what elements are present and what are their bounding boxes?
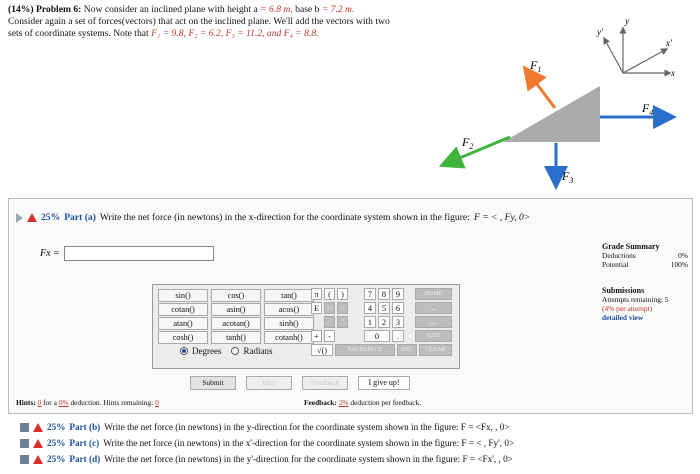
feedback-line bbox=[304, 398, 421, 407]
inclined-plane-figure bbox=[0, 0, 700, 200]
end-key[interactable]: END bbox=[415, 330, 452, 342]
dot-key[interactable]: . bbox=[392, 330, 404, 342]
key-5[interactable]: 5 bbox=[378, 302, 390, 314]
key-7[interactable]: 7 bbox=[364, 288, 376, 300]
give-up-button[interactable]: I give up! bbox=[358, 376, 410, 390]
atan-button[interactable]: atan() bbox=[158, 317, 208, 330]
function-keys bbox=[158, 289, 314, 344]
collapsed-icon bbox=[20, 439, 29, 448]
acotan-button[interactable]: acotan() bbox=[211, 317, 261, 330]
grade-summary bbox=[602, 242, 688, 269]
part-c-text: Write the net force (in newtons) in the x'-direction for the coordinate system shown in the figure: F = < , Fy', 0> bbox=[103, 438, 515, 448]
sqrt-key[interactable]: √() bbox=[311, 344, 333, 356]
key-3[interactable]: 3 bbox=[392, 316, 404, 328]
per-attempt: (4% per attempt) bbox=[602, 304, 653, 313]
slash-key[interactable]: / bbox=[324, 316, 335, 328]
answer-row bbox=[40, 246, 214, 261]
hints-label: Hints: bbox=[16, 398, 36, 407]
collapsed-icon bbox=[20, 455, 29, 464]
collapsed-icon bbox=[20, 423, 29, 432]
feedback-text: deduction per feedback. bbox=[350, 398, 422, 407]
hints-text: for a bbox=[43, 398, 57, 407]
part-a-label: Part (a) bbox=[64, 212, 96, 223]
hints-text: deduction. Hints remaining: bbox=[70, 398, 154, 407]
cotanh-button[interactable]: cotanh() bbox=[264, 331, 314, 344]
right-arrow-key[interactable]: → bbox=[415, 302, 452, 314]
pi-key[interactable]: π bbox=[311, 288, 322, 300]
part-c-percent: 25% bbox=[47, 438, 66, 448]
warning-icon bbox=[33, 439, 43, 448]
key-9[interactable]: 9 bbox=[392, 288, 404, 300]
part-b-row[interactable] bbox=[20, 422, 510, 432]
submissions-panel bbox=[602, 286, 688, 322]
hint-button[interactable]: Hint bbox=[246, 376, 292, 390]
expand-icon[interactable] bbox=[16, 213, 23, 223]
hints-line bbox=[16, 398, 159, 407]
plus-key[interactable]: + bbox=[311, 330, 322, 342]
force-f3-label: $F_3$ bbox=[562, 169, 574, 185]
key-6[interactable]: 6 bbox=[392, 302, 404, 314]
submissions-title: Submissions bbox=[602, 286, 645, 295]
radians-radio[interactable] bbox=[231, 347, 239, 355]
hints-remaining: 0 bbox=[155, 398, 159, 407]
feedback-button[interactable]: Feedback bbox=[302, 376, 348, 390]
cos-button[interactable]: cos() bbox=[211, 289, 261, 302]
x-prime-label: x' bbox=[666, 38, 672, 48]
answer-input[interactable] bbox=[64, 246, 214, 261]
dash-key[interactable]: — bbox=[415, 316, 452, 328]
x-prime-axis bbox=[623, 50, 665, 73]
force-f2-arrow bbox=[450, 137, 510, 162]
potential-label: Potential bbox=[602, 260, 629, 269]
detailed-view-link[interactable]: detailed view bbox=[602, 313, 644, 322]
cosh-button[interactable]: cosh() bbox=[158, 331, 208, 344]
base-value: = 7.2 m. bbox=[319, 4, 355, 15]
asin-button[interactable]: asin() bbox=[211, 303, 261, 316]
part-d-label: Part (d) bbox=[69, 454, 101, 464]
key-1[interactable]: 1 bbox=[364, 316, 376, 328]
degrees-label: Degrees bbox=[192, 346, 222, 356]
acos-button[interactable]: acos() bbox=[264, 303, 314, 316]
part-d-percent: 25% bbox=[47, 454, 66, 464]
clear-key[interactable]: CLEAR bbox=[419, 344, 452, 356]
cotan-button[interactable]: cotan() bbox=[158, 303, 208, 316]
force-f4-label: $F_4$ bbox=[642, 101, 654, 117]
radians-label: Radians bbox=[243, 346, 273, 356]
part-c-label: Part (c) bbox=[69, 438, 100, 448]
feedback-label: Feedback: bbox=[304, 398, 337, 407]
part-a-text: Write the net force (in newtons) in the x-direction for the coordinate system shown in the figure: bbox=[99, 212, 470, 223]
key-0[interactable]: 0 bbox=[364, 330, 390, 342]
home-key[interactable]: HOME bbox=[415, 288, 452, 300]
part-d-text: Write the net force (in newtons) in the y'-direction for the coordinate system shown in the figure: F = <Fx', , 0> bbox=[104, 454, 513, 464]
part-a-formula: F = < , Fy, 0> bbox=[473, 212, 531, 223]
submit-button[interactable]: Submit bbox=[190, 376, 236, 390]
deductions-label: Deductions bbox=[602, 251, 636, 260]
part-a-header[interactable] bbox=[16, 212, 530, 223]
part-d-row[interactable] bbox=[20, 454, 513, 464]
deductions-value: 0% bbox=[678, 251, 688, 260]
key-2[interactable]: 2 bbox=[378, 316, 390, 328]
y-prime-axis bbox=[605, 40, 623, 73]
part-b-label: Part (b) bbox=[69, 422, 101, 432]
backspace-key[interactable]: BACKSPACE bbox=[335, 344, 395, 356]
action-buttons bbox=[190, 376, 410, 390]
del-key[interactable]: DEL bbox=[397, 344, 417, 356]
up-key[interactable]: ↑↑ bbox=[324, 302, 335, 314]
problem-line-2: Consider again a set of forces(vectors) that act on the inclined plane. We'll add the vectors with two bbox=[8, 16, 390, 27]
key-4[interactable]: 4 bbox=[364, 302, 376, 314]
problem-text: sets of coordinate systems. Note that bbox=[8, 28, 152, 39]
problem-prefix: (14%) Problem 6: bbox=[8, 4, 82, 15]
tanh-button[interactable]: tanh() bbox=[211, 331, 261, 344]
hints-count: 0 bbox=[37, 398, 42, 407]
x-label: x bbox=[671, 68, 675, 78]
minus-key[interactable]: - bbox=[324, 330, 335, 342]
rparen-key[interactable]: ) bbox=[337, 288, 348, 300]
answer-label: Fx = bbox=[40, 248, 60, 259]
y-label: y bbox=[625, 16, 629, 26]
force-values: F₁ = 9.8, F₂ = 6.2, F₃ = 11.2, and F₄ = 8.8. bbox=[151, 28, 319, 39]
e-key[interactable]: E bbox=[311, 302, 322, 314]
lparen-key[interactable]: ( bbox=[324, 288, 335, 300]
y-prime-label: y' bbox=[597, 27, 603, 37]
attempts-remaining: Attempts remaining: 5 bbox=[602, 295, 669, 304]
angle-mode bbox=[180, 346, 272, 356]
force-f1-arrow bbox=[530, 75, 555, 108]
left-arrow-key[interactable]: ← bbox=[337, 302, 348, 314]
sin-button[interactable]: sin() bbox=[158, 289, 208, 302]
grade-summary-title: Grade Summary bbox=[602, 242, 660, 251]
warning-icon bbox=[27, 213, 37, 222]
degrees-radio[interactable] bbox=[180, 347, 188, 355]
potential-value: 100% bbox=[670, 260, 688, 269]
inclined-plane bbox=[503, 86, 600, 142]
tan-button[interactable]: tan() bbox=[264, 289, 314, 302]
warning-icon bbox=[33, 423, 43, 432]
key-8[interactable]: 8 bbox=[378, 288, 390, 300]
part-b-text: Write the net force (in newtons) in the y-direction for the coordinate system shown in the figure: F = <Fx, , 0> bbox=[104, 422, 510, 432]
warning-icon bbox=[33, 455, 43, 464]
height-value: = 6.8 m, bbox=[257, 4, 293, 15]
hints-percent: 0% bbox=[58, 398, 69, 407]
force-f2-label: $F_2$ bbox=[462, 135, 474, 151]
force-f1-label: $F_1$ bbox=[530, 58, 542, 74]
part-c-row[interactable] bbox=[20, 438, 514, 448]
part-b-percent: 25% bbox=[47, 422, 66, 432]
star-key[interactable]: * bbox=[337, 316, 348, 328]
feedback-percent: 2% bbox=[338, 398, 349, 407]
sinh-button[interactable]: sinh() bbox=[264, 317, 314, 330]
part-a-percent: 25% bbox=[41, 212, 61, 223]
problem-text: Now consider an inclined plane with height a bbox=[83, 4, 258, 15]
problem-text: base b bbox=[292, 4, 320, 15]
